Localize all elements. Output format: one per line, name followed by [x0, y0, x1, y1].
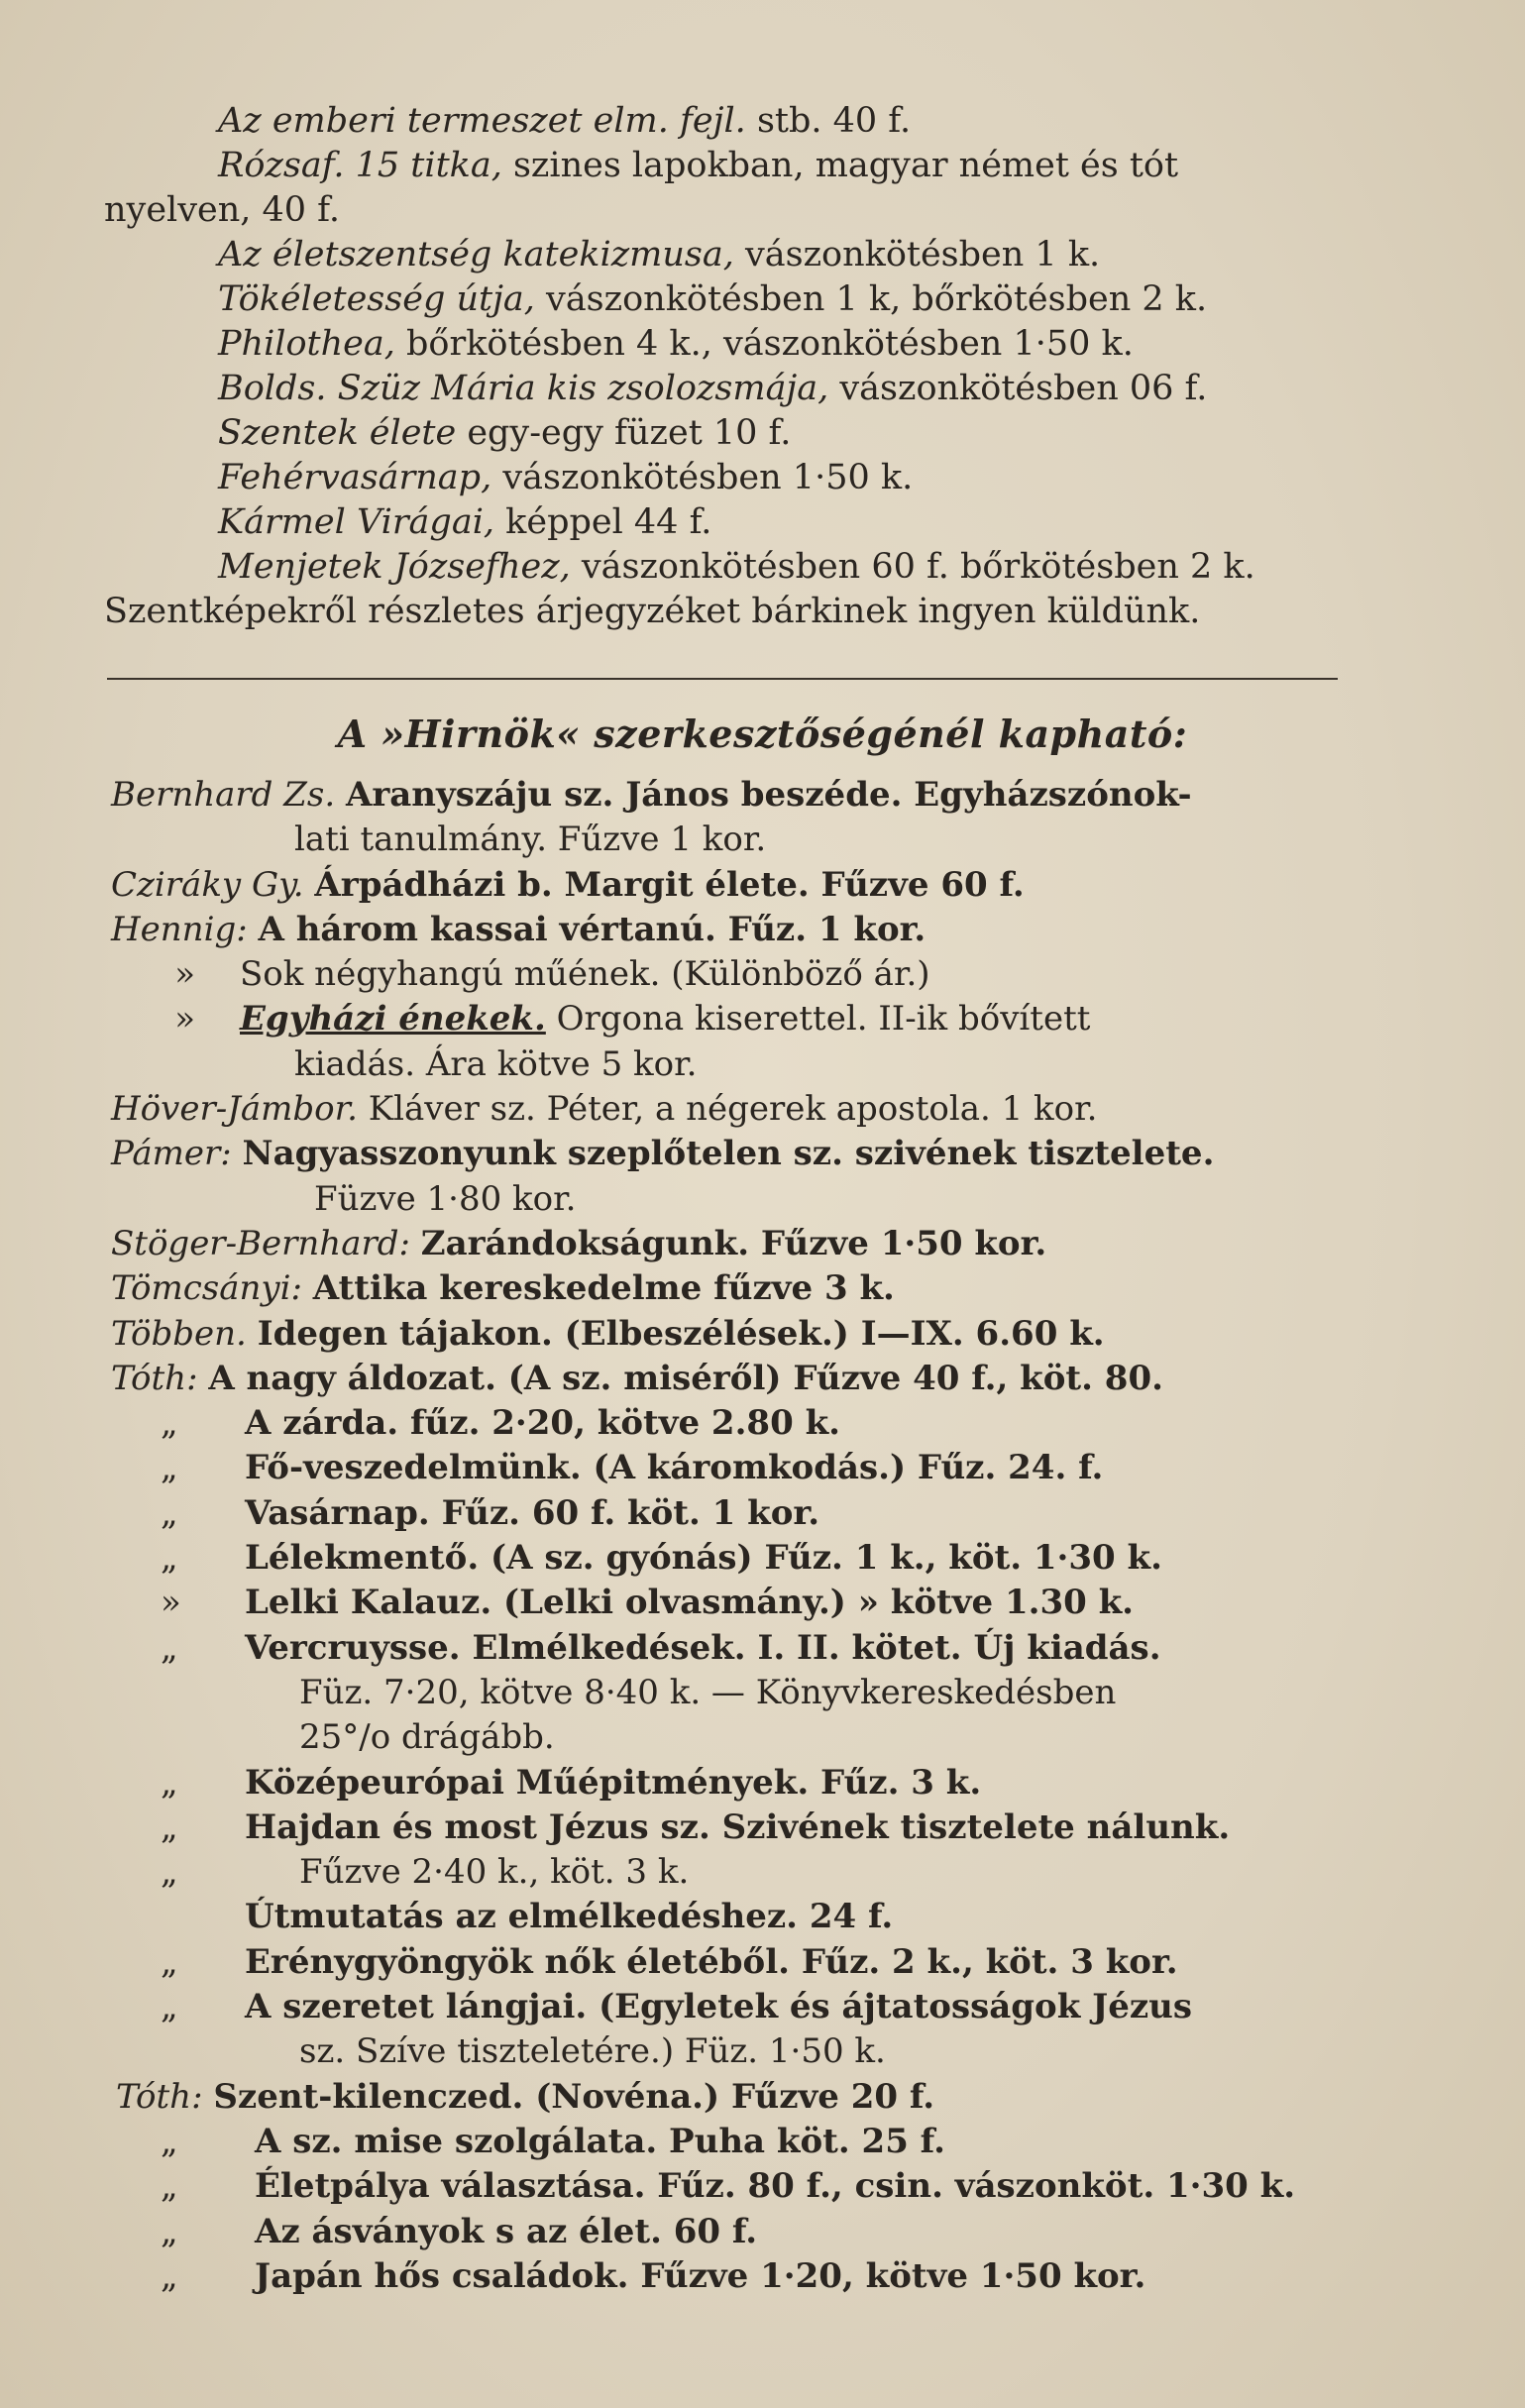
ditto-mark: „: [161, 1852, 178, 1893]
list-item: „ A szeretet lángjai. (Egyletek és ájtatosságok Jézus: [111, 1985, 1345, 2029]
list-item-continuation: sz. Szíve tiszteletére.) Füz. 1·50 k.: [299, 2031, 886, 2072]
list-item: „ Vercruysse. Elmélkedések. I. II. kötet. Új kiadás.: [111, 1626, 1345, 1671]
list-item: Szentek élete egy-egy füzet 10 f.: [218, 413, 792, 453]
list-item: » Lelki Kalauz. (Lelki olvasmány.) » kötve 1.30 k.: [111, 1581, 1345, 1625]
top-book-list: [104, 99, 1343, 634]
list-item: Fehérvasárnap, vászonkötésben 1·50 k.: [218, 458, 914, 497]
section-divider: [107, 678, 1338, 680]
ditto-mark: „: [161, 1403, 178, 1444]
author-name: Stöger-Bernhard:: [111, 1223, 410, 1263]
list-item: Az emberi termeszet elm. fejl. stb. 40 f.: [218, 101, 912, 141]
ditto-mark: „: [161, 1448, 178, 1488]
list-item: Cziráky Gy. Árpádházi b. Margit élete. Fűzve 60 f.: [111, 863, 1345, 908]
list-item-continuation: 25°/o drágább.: [299, 1717, 555, 1758]
list-item: „ Középeurópai Műépitmények. Fűz. 3 k.: [111, 1761, 1345, 1806]
catalog-note: Szentképekről részletes árjegyzéket bárkinek ingyen küldünk.: [104, 592, 1201, 631]
list-item: Hennig: A három kassai vértanú. Fűz. 1 kor.: [111, 908, 1345, 952]
ditto-mark: „: [161, 1538, 178, 1579]
list-item: „ Hajdan és most Jézus sz. Szivének tisztelete nálunk.: [111, 1806, 1345, 1850]
list-item: Höver-Jámbor. Kláver sz. Péter, a négerek apostola. 1 kor.: [111, 1087, 1345, 1132]
ditto-mark: „: [161, 1806, 178, 1847]
list-item: [111, 773, 1345, 818]
author-name: Bernhard Zs.: [111, 775, 336, 815]
author-name: Hennig:: [111, 909, 248, 949]
ditto-mark: „: [161, 2166, 178, 2207]
ditto-mark: „: [161, 1627, 178, 1668]
list-item: „ Erénygyöngyök nők életéből. Fűz. 2 k., köt. 3 kor.: [111, 1940, 1345, 1985]
ditto-mark: »: [174, 999, 195, 1040]
list-item: Pámer: Nagyasszonyunk szeplőtelen sz. szivének tisztelete.: [111, 1132, 1345, 1176]
list-item: Bolds. Szüz Mária kis zsolozsmája, vászonkötésben 06 f.: [218, 369, 1208, 408]
list-item: Tömcsányi: Attika kereskedelme fűzve 3 k.: [111, 1266, 1345, 1311]
author-name: Tömcsányi:: [111, 1268, 302, 1309]
list-item: „ A zárda. fűz. 2·20, kötve 2.80 k.: [111, 1401, 1345, 1446]
list-item: Kármel Virágai, képpel 44 f.: [218, 502, 712, 542]
author-name: Többen.: [111, 1313, 247, 1354]
list-item: Tóth: A nagy áldozat. (A sz. miséről) Fűzve 40 f., köt. 80.: [111, 1357, 1345, 1401]
title-text: Aranyszáju sz. János beszéde. Egyházszónok-: [345, 775, 1192, 815]
ditto-mark: „: [161, 1987, 178, 2027]
publication-list: [111, 773, 1345, 2299]
author-name: Tóth:: [116, 2076, 203, 2117]
list-item-continuation: nyelven, 40 f.: [104, 190, 340, 230]
list-item: „ Az ásványok s az élet. 60 f.: [111, 2210, 1345, 2254]
list-item-continuation: kiadás. Ára kötve 5 kor.: [294, 1043, 698, 1084]
list-item: Tökéletesség útja, vászonkötésben 1 k, bőrkötésben 2 k.: [218, 279, 1208, 319]
author-name: Tóth:: [111, 1358, 198, 1398]
list-item: „ Japán hős családok. Fűzve 1·20, kötve 1·50 kor.: [111, 2254, 1345, 2299]
ditto-mark: „: [161, 2121, 178, 2161]
ditto-mark: „: [161, 1492, 178, 1533]
author-name: Pámer:: [111, 1134, 232, 1174]
list-item-continuation: Füzve 1·80 kor.: [314, 1178, 577, 1219]
author-name: Cziráky Gy.: [111, 864, 304, 905]
list-item: „ A sz. mise szolgálata. Puha köt. 25 f.: [111, 2120, 1345, 2164]
list-item: Többen. Idegen tájakon. (Elbeszélések.) I—IX. 6.60 k.: [111, 1312, 1345, 1357]
list-item-continuation: Füz. 7·20, kötve 8·40 k. — Könyvkereskedésben: [299, 1672, 1117, 1712]
ditto-mark: „: [161, 1941, 178, 1982]
list-item: Menjetek Józsefhez, vászonkötésben 60 f. bőrkötésben 2 k.: [218, 547, 1255, 587]
list-item: „ Életpálya választása. Fűz. 80 f., csin. vászonköt. 1·30 k.: [111, 2164, 1345, 2209]
section-heading: A »Hirnök« szerkesztőségénél kapható:: [337, 711, 1188, 756]
ditto-mark: »: [161, 1583, 181, 1623]
list-item-continuation: lati tanulmány. Fűzve 1 kor.: [294, 820, 767, 860]
ditto-mark: „: [161, 2255, 178, 2296]
list-item: „ Fő-veszedelmünk. (A káromkodás.) Fűz. 24. f.: [111, 1446, 1345, 1490]
ditto-mark: „: [161, 2211, 178, 2251]
ditto-mark: „: [161, 1762, 178, 1803]
list-item: „ Vasárnap. Fűz. 60 f. köt. 1 kor.: [111, 1491, 1345, 1536]
author-name: Höver-Jámbor.: [111, 1089, 358, 1130]
list-item: Stöger-Bernhard: Zarándokságunk. Fűzve 1·50 kor.: [111, 1222, 1345, 1266]
list-item: » Sok négyhangú műének. (Különböző ár.): [111, 952, 1345, 997]
list-item: Tóth: Szent-kilenczed. (Novéna.) Fűzve 20 f.: [111, 2075, 1345, 2120]
list-item: Az életszentség katekizmusa, vászonkötésben 1 k.: [218, 235, 1101, 274]
list-item: Rózsaf. 15 titka, szines lapokban, magyar német és tót: [218, 146, 1179, 185]
ditto-mark: »: [174, 954, 195, 995]
list-item: » Egyházi énekek. Orgona kiserettel. II-ik bővített: [111, 997, 1345, 1041]
list-item: Philothea, bőrkötésben 4 k., vászonkötésben 1·50 k.: [218, 324, 1134, 364]
list-item-continuation: „ Fűzve 2·40 k., köt. 3 k.: [111, 1850, 1345, 1895]
list-item: Útmutatás az elmélkedéshez. 24 f.: [245, 1897, 894, 1937]
list-item: „ Lélekmentő. (A sz. gyónás) Fűz. 1 k., köt. 1·30 k.: [111, 1536, 1345, 1581]
